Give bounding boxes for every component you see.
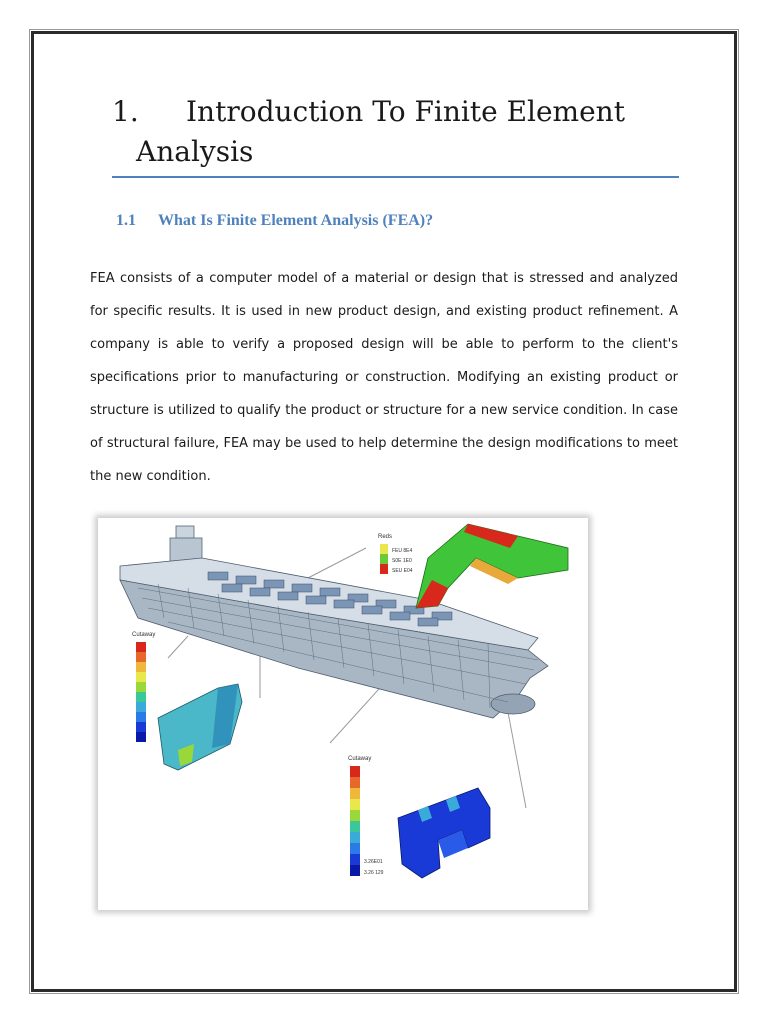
legend-top-value: SEU E04	[392, 568, 413, 574]
fea-ship-figure	[98, 518, 588, 910]
legend-top-title: Reds	[378, 534, 393, 540]
section-number: 1.	[112, 95, 139, 128]
section-title-line2: Analysis	[136, 135, 254, 168]
legend-bottom-value: 3.26E01	[364, 859, 383, 865]
bulkhead-inset	[132, 632, 242, 770]
body-paragraph: FEA consists of a computer model of a material or design that is stressed and analyzed for specific results. It is used in new product design, and existing product refinement. A company is able to verify a proposed design will be able to perform to the client's specifications prior to manufacturing or construction. Modifying an existing product or structure is utilized to qualify the product or structure for a new service condition. In case of structural failure, FEA may be used to help determine the design modifications to meet the new condition.	[90, 271, 678, 484]
girder-inset	[348, 756, 490, 878]
legend-bottom-value: 3.26 129	[364, 870, 384, 876]
subsection-title: What Is Finite Element Analysis (FEA)?	[158, 212, 434, 229]
legend-bottom-title: Cutaway	[348, 756, 372, 762]
section-title-line1: Introduction To Finite Element	[186, 95, 625, 128]
bracket-inset	[378, 524, 568, 608]
subsection-number: 1.1	[116, 212, 136, 229]
heading-underline	[112, 176, 679, 178]
legend-left-title: Cutaway	[132, 632, 156, 638]
legend-top-value: S0E 1E0	[392, 558, 412, 564]
section-heading	[112, 92, 672, 172]
subsection-heading	[116, 212, 433, 230]
legend-top-value: FEU 8E4	[392, 548, 413, 554]
fea-ship-illustration	[98, 518, 588, 910]
